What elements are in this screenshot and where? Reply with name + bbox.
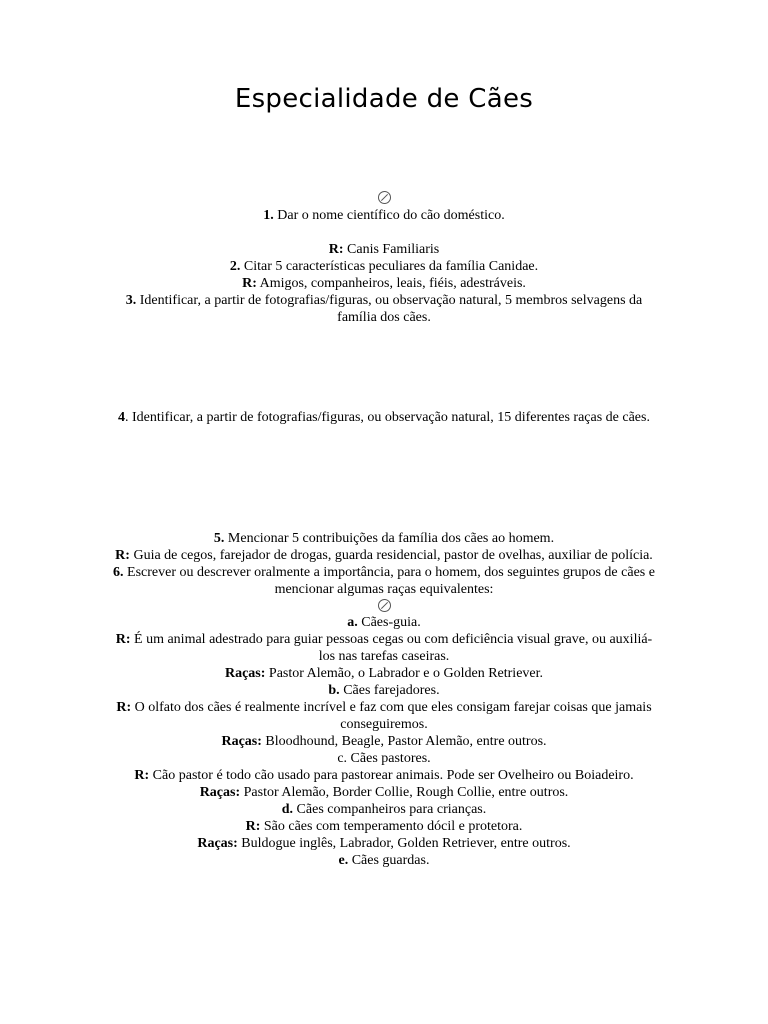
blank-line xyxy=(108,224,660,241)
answer-label: R: xyxy=(115,548,130,563)
question-text: Mencionar 5 contribuições da família dos cães ao homem. xyxy=(224,531,555,546)
group-a-breeds xyxy=(108,665,660,682)
question-6 xyxy=(108,564,660,598)
group-title: Cães companheiros para crianças. xyxy=(293,802,487,817)
group-letter: e. xyxy=(338,853,349,868)
answer-2 xyxy=(108,275,660,292)
page-title: Especialidade de Cães xyxy=(234,84,534,114)
breeds-text: Bloodhound, Beagle, Pastor Alemão, entre outros. xyxy=(261,734,547,749)
group-a-answer xyxy=(108,631,660,665)
group-letter: a. xyxy=(347,615,358,630)
answer-label: R: xyxy=(245,819,261,834)
question-1 xyxy=(108,207,660,224)
section-questions-1-3 xyxy=(108,189,660,326)
question-number: 4 xyxy=(118,410,125,425)
breeds-label: Raças: xyxy=(199,785,241,800)
question-5 xyxy=(108,530,660,547)
question-text: Dar o nome científico do cão doméstico. xyxy=(273,208,505,223)
group-b-answer xyxy=(108,699,660,733)
group-c-breeds xyxy=(108,784,660,801)
group-a-title xyxy=(108,614,660,631)
group-b-title xyxy=(108,682,660,699)
breeds-label: Raças: xyxy=(224,666,266,681)
group-e-title xyxy=(108,852,660,869)
answer-text: É um animal adestrado para guiar pessoas cegas ou com deficiência visual grave, ou auxiliá-los nas tarefas caseiras. xyxy=(130,632,653,664)
group-title: Cães guardas. xyxy=(348,853,430,868)
answer-text: Cão pastor é todo cão usado para pastorear animais. Pode ser Ovelheiro ou Boiadeiro. xyxy=(149,768,634,783)
section-question-4 xyxy=(108,409,660,426)
breeds-text: Pastor Alemão, Border Collie, Rough Collie, entre outros. xyxy=(240,785,569,800)
group-title: Cães-guia. xyxy=(357,615,421,630)
answer-text: Canis Familiaris xyxy=(343,242,440,257)
no-image-icon xyxy=(378,599,391,612)
symbol-row xyxy=(108,189,660,207)
answer-label: R: xyxy=(134,768,150,783)
answer-5 xyxy=(108,547,660,564)
question-text: . Identificar, a partir de fotografias/figuras, ou observação natural, 15 diferentes raças de cães. xyxy=(125,410,650,425)
breeds-label: Raças: xyxy=(197,836,238,851)
answer-text: O olfato dos cães é realmente incrível e faz com que eles consigam farejar coisas que jamais conseguiremos. xyxy=(131,700,652,732)
breeds-text: Buldogue inglês, Labrador, Golden Retriever, entre outros. xyxy=(237,836,571,851)
no-image-icon xyxy=(378,191,391,204)
answer-label: R: xyxy=(115,632,131,647)
group-letter: d. xyxy=(281,802,294,817)
group-d-title xyxy=(108,801,660,818)
question-number: 3. xyxy=(125,293,137,308)
question-text: Identificar, a partir de fotografias/figuras, ou observação natural, 5 membros selvagens da família dos cães. xyxy=(136,293,643,325)
answer-label: R: xyxy=(328,242,344,257)
question-3 xyxy=(108,292,660,326)
question-text: Citar 5 características peculiares da família Canidae. xyxy=(240,259,539,274)
breeds-text: Pastor Alemão, o Labrador e o Golden Retriever. xyxy=(265,666,544,681)
group-d-answer xyxy=(108,818,660,835)
question-number: 1. xyxy=(263,208,274,223)
answer-label: R: xyxy=(242,276,257,291)
group-c-title: c. Cães pastores. xyxy=(337,751,431,766)
answer-text: Amigos, companheiros, leais, fiéis, adestráveis. xyxy=(256,276,526,291)
answer-text: São cães com temperamento dócil e protetora. xyxy=(260,819,523,834)
question-2 xyxy=(108,258,660,275)
question-number: 2. xyxy=(229,259,241,274)
group-c-answer xyxy=(108,767,660,784)
group-title: Cães farejadores. xyxy=(339,683,440,698)
symbol-row xyxy=(108,598,660,614)
group-letter: b. xyxy=(328,683,340,698)
group-d-breeds xyxy=(108,835,660,852)
question-4 xyxy=(108,409,660,426)
question-number: 5. xyxy=(213,531,225,546)
section-questions-5-6 xyxy=(108,530,660,869)
answer-text: Guia de cegos, farejador de drogas, guarda residencial, pastor de ovelhas, auxiliar de polícia. xyxy=(129,548,653,563)
group-b-breeds xyxy=(108,733,660,750)
answer-1 xyxy=(108,241,660,258)
breeds-label: Raças: xyxy=(221,734,262,749)
question-text: Escrever ou descrever oralmente a importância, para o homem, dos seguintes grupos de cães e mencionar algumas raças equivalentes: xyxy=(123,565,655,597)
answer-label: R: xyxy=(116,700,132,715)
question-number: 6. xyxy=(113,565,124,580)
